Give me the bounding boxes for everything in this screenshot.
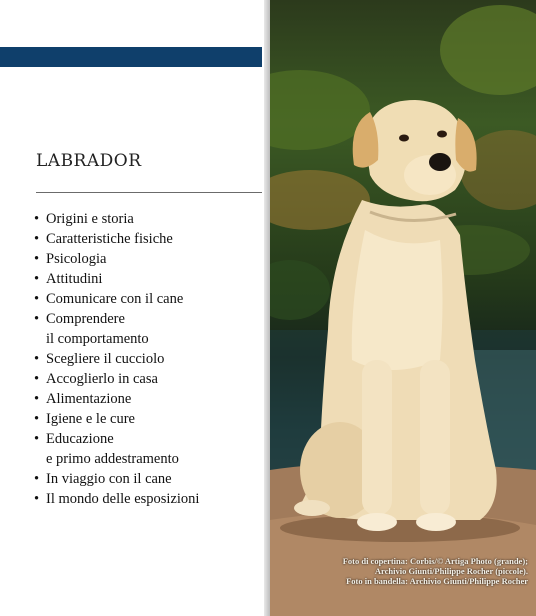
contents-item [34,289,262,309]
contents-item-line: • Il mondo delle esposizioni [46,491,200,507]
contents-item [34,249,262,269]
contents-item-line: • Igiene e le cure [46,411,135,427]
contents-item [34,469,262,489]
contents-item-line: • Accoglierlo in casa [46,371,158,387]
blue-band [0,47,262,67]
contents-item-line: il comportamento [46,331,149,347]
contents-item-line: • Origini e storia [46,211,134,227]
photo-credits [270,556,532,586]
contents-item-line: • In viaggio con il cane [46,471,172,487]
contents-item-line: • Psicologia [46,251,107,267]
contents-item-line: • Alimentazione [46,391,132,407]
contents-item-line: • Comprendere [46,311,125,327]
credit-line: Foto in bandella: Archivio Giunti/Philippe Rocher [346,576,528,586]
page-title: LABRADOR [36,151,142,171]
contents-item-line: e primo addestramento [46,451,179,467]
contents-item-line: • Scegliere il cucciolo [46,351,165,367]
cover-photo [270,0,536,616]
contents-item [34,209,262,229]
contents-item [34,309,262,349]
credit-line: Foto di copertina: Corbis/© Artiga Photo (grande); [342,556,528,566]
contents-item [34,349,262,369]
contents-item-line: • Caratteristiche fisiche [46,231,173,247]
labrador-photo-icon [270,0,536,616]
contents-list [34,209,262,509]
contents-item [34,269,262,289]
contents-item [34,229,262,249]
contents-item-line: • Educazione [46,431,114,447]
contents-item [34,389,262,409]
flap-panel [0,0,265,616]
contents-item-line: • Comunicare con il cane [46,291,184,307]
contents-item [34,409,262,429]
contents-item-line: • Attitudini [46,271,103,287]
contents-item [34,369,262,389]
credit-line: Archivio Giunti/Philippe Rocher (piccole). [374,566,528,576]
title-rule [36,192,262,193]
contents-item [34,489,262,509]
contents-item [34,429,262,469]
